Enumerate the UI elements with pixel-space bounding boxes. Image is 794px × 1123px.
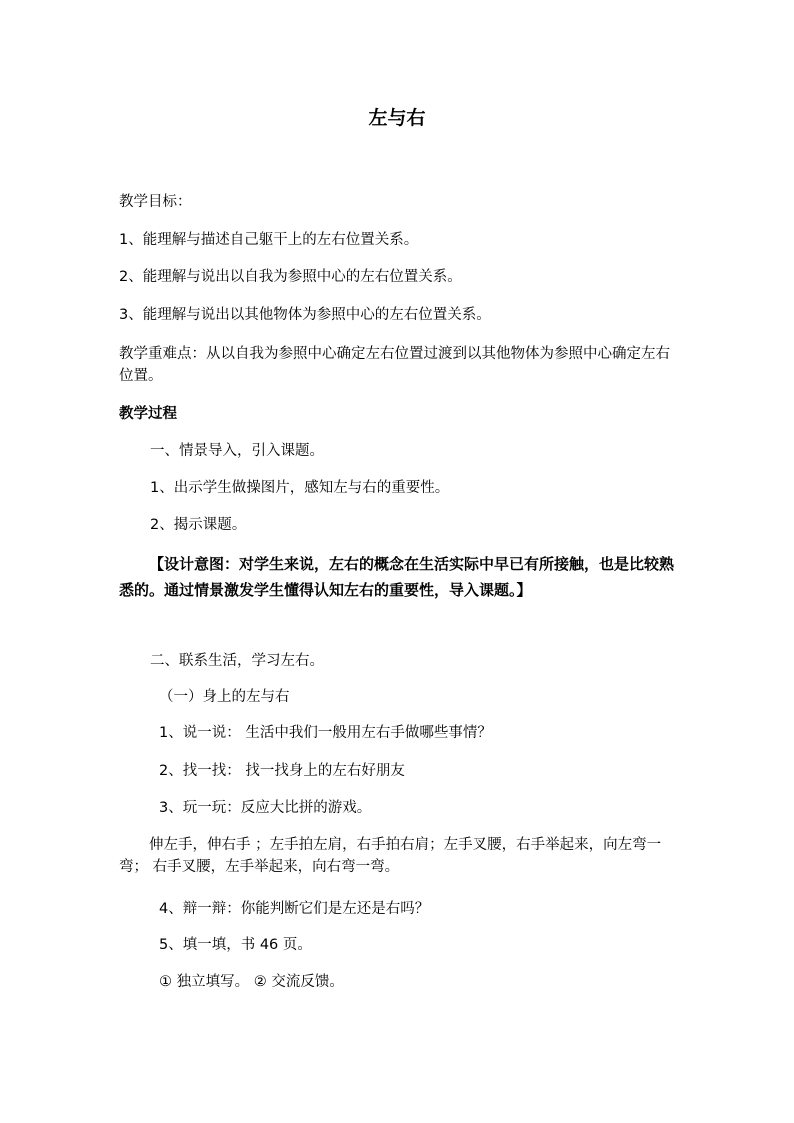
- goal-item-3: 3、能理解与说出以其他物体为参照中心的左右位置关系。: [119, 307, 491, 323]
- section2-item-4: 4、辩一辩：你能判断它们是左还是右吗？: [159, 901, 430, 917]
- goals-heading: 教学目标：: [119, 194, 192, 210]
- section1-heading: 一、情景导入，引入课题。: [150, 443, 324, 459]
- goal-item-1: 1、能理解与描述自己躯干上的左右位置关系。: [119, 232, 419, 248]
- section2-item-3: 3、玩一玩：反应大比拼的游戏。: [159, 800, 372, 816]
- section2-item-2: 2、找一找： 找一找身上的左右好朋友: [159, 763, 405, 779]
- section2-heading: 二、联系生活，学习左右。: [150, 653, 324, 669]
- goal-item-2: 2、能理解与说出以自我为参照中心的左右位置关系。: [119, 269, 462, 285]
- section2-subheading: （一）身上的左与右: [159, 689, 290, 705]
- section2-item-1: 1、说一说： 生活中我们一般用左右手做哪些事情？: [159, 725, 492, 741]
- section1-item-2: 2、揭示课题。: [150, 517, 247, 533]
- section2-item-5: 5、填一填，书 46 页。: [159, 937, 312, 953]
- game-instructions-paragraph: 伸左手，伸右手 ；左手拍左肩，右手拍右肩；左手叉腰，右手举起来，向左弯一弯； 右手叉腰，左手举起来，向右弯一弯。: [119, 837, 662, 875]
- process-heading: 教学过程: [119, 406, 177, 422]
- key-difficulty-paragraph: 教学重难点：从以自我为参照中心确定左右位置过渡到以其他物体为参照中心确定左右位置。: [119, 346, 670, 384]
- section2-steps: ① 独立填写。 ② 交流反馈。: [159, 974, 344, 990]
- design-intent-note: 【设计意图：对学生来说，左右的概念在生活实际中早已有所接触，也是比较熟悉的。通过情景激发学生懂得认知左右的重要性，导入课题。】: [119, 555, 675, 599]
- document-title: 左与右: [368, 107, 426, 129]
- section1-item-1: 1、出示学生做操图片，感知左与右的重要性。: [150, 480, 450, 496]
